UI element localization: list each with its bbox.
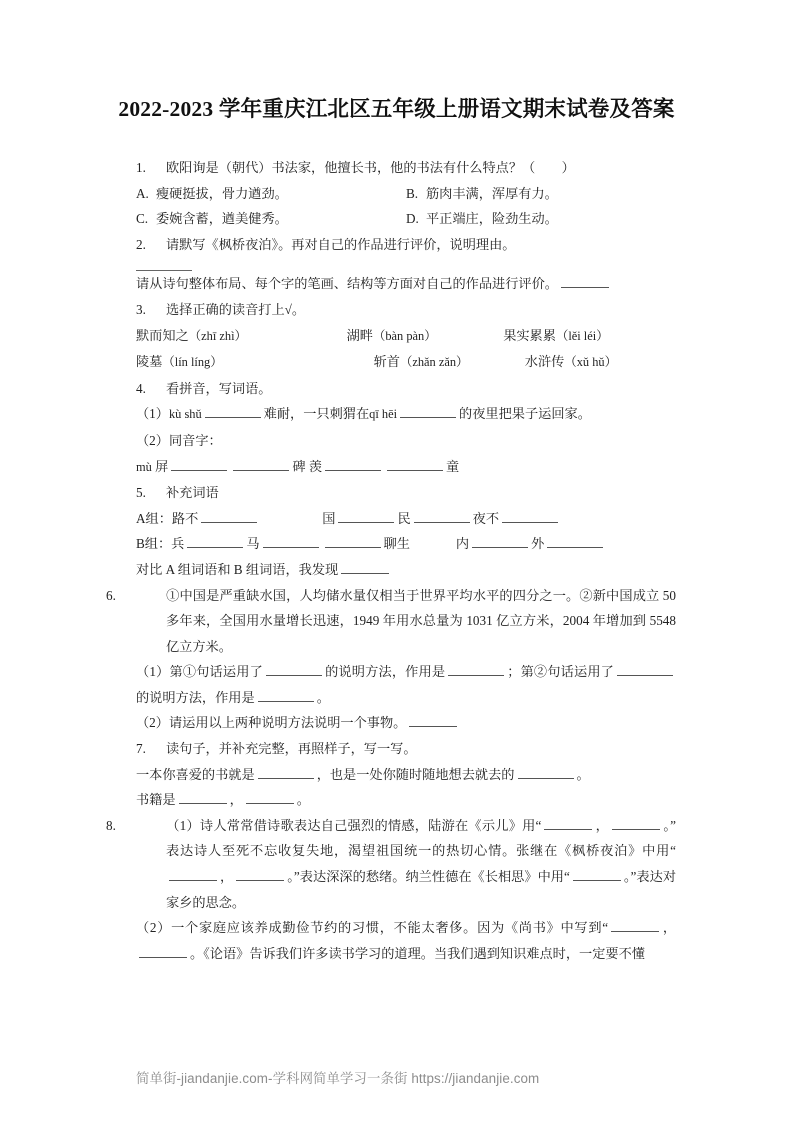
question-4-sub-2-label: （2） <box>136 432 169 448</box>
question-3-row-2 <box>136 349 676 376</box>
question-6-blank-2[interactable] <box>448 663 504 676</box>
question-6-sub-1-a: 第①句话运用了 <box>169 664 263 680</box>
question-7-line-2-a: 书籍是 <box>136 792 176 808</box>
question-8-sub-1-c: 。”表达诗人至死不忘收复失地，渴望祖国统一的热切心情。张继在《枫桥夜泊》中用“ <box>166 817 676 859</box>
question-8-sub-2 <box>136 915 676 966</box>
question-5-text: 补充词语 <box>166 485 219 501</box>
question-5-compare-blank[interactable] <box>341 561 389 574</box>
question-7-stem <box>136 736 676 762</box>
pinyin-item-5[interactable] <box>374 349 525 376</box>
question-4-end-text: 的夜里把果子运回家。 <box>459 406 591 422</box>
question-6-sub-1 <box>136 659 676 710</box>
question-8-sub-2-a: 一个家庭应该养成勤俭节约的习惯，不能太奢侈。因为《尚书》中写到“ <box>171 920 609 936</box>
pinyin-item-6-pinyin: （xǔ hǔ） <box>564 355 618 370</box>
pinyin-item-6-word: 水浒传 <box>524 354 565 370</box>
question-8-sub-1-a: 诗人常常借诗歌表达自己强烈的情感，陆游在《示儿》用“ <box>199 817 542 833</box>
question-4-sub-2-text: 同音字： <box>168 432 222 448</box>
question-5-compare <box>136 557 676 583</box>
question-8-blank-3[interactable] <box>169 868 217 881</box>
homophone-char-4: 童 <box>446 458 460 474</box>
question-4-sub-2 <box>136 428 676 454</box>
group-b-blank-4[interactable] <box>472 535 528 548</box>
question-2-followup-blank[interactable] <box>561 275 609 288</box>
pinyin-item-3-word: 果实累累 <box>503 327 556 343</box>
group-b-label: B组： <box>136 536 172 552</box>
question-8-blank-1[interactable] <box>544 817 592 830</box>
question-6-sub-2-blank[interactable] <box>409 714 457 727</box>
question-7-blank-1[interactable] <box>258 766 314 779</box>
question-1-number: 1. <box>136 160 146 175</box>
question-3-text: 选择正确的读音打上√。 <box>166 301 306 317</box>
question-6-blank-3[interactable] <box>617 663 673 676</box>
question-4-blank-1[interactable] <box>205 405 261 418</box>
option-b[interactable] <box>406 181 676 207</box>
question-7-line-1-b: ，也是一处你随时随地想去就去的 <box>316 766 515 782</box>
question-4-stem <box>136 376 676 402</box>
group-a-blank-1[interactable] <box>201 510 257 523</box>
question-8-sub-1-f: 。”表达对家乡的思念。 <box>166 869 677 910</box>
question-5-compare-text: 对比 A 组词语和 B 组词语，我发现 <box>136 561 339 577</box>
option-b-text: 筋肉丰满，浑厚有力。 <box>426 185 558 201</box>
question-2-answer-blank[interactable] <box>136 257 192 271</box>
question-6-blank-4[interactable] <box>258 689 314 702</box>
question-4-text: 看拼音，写词语。 <box>166 380 272 396</box>
pinyin-item-3-pinyin: （lěi léi） <box>555 328 609 343</box>
page-title: 2022-2023 学年重庆江北区五年级上册语文期末试卷及答案 <box>118 97 675 121</box>
option-d-label: D. <box>406 211 419 227</box>
question-7-text: 读句子，并补充完整，再照样子，写一写。 <box>166 741 417 757</box>
group-a-label: A组： <box>136 510 172 526</box>
group-b-blank-5[interactable] <box>547 535 603 548</box>
homophone-blank-2[interactable] <box>233 458 289 471</box>
homophone-blank-3[interactable] <box>325 458 381 471</box>
question-7-line-1-c: 。 <box>576 766 590 782</box>
question-8-blank-4[interactable] <box>236 868 284 881</box>
pinyin-item-4-pinyin: （lín líng） <box>162 355 223 370</box>
option-c-text: 委婉含蓄，遒美健秀。 <box>156 211 288 227</box>
question-7-line-2 <box>136 787 676 813</box>
question-7-line-1-a: 一本你喜爱的书就是 <box>136 766 255 782</box>
question-3-stem <box>136 297 676 323</box>
question-6-sub-1-label: （1） <box>136 664 170 680</box>
pinyin-item-3[interactable] <box>503 323 676 350</box>
question-7-line-2-c: 。 <box>296 792 310 808</box>
group-b-item-1: 兵 <box>171 536 185 552</box>
question-5-stem <box>136 480 676 506</box>
question-3-number: 3. <box>136 301 146 317</box>
option-a[interactable] <box>136 181 406 207</box>
question-4-blank-2[interactable] <box>400 405 456 418</box>
question-6-sub-2-label: （2） <box>136 715 169 731</box>
question-4-homophone-line <box>136 454 676 481</box>
question-6-sub-2 <box>136 710 676 736</box>
group-a-blank-4[interactable] <box>502 510 558 523</box>
question-6-sub-1-c: ；第②句话运用了 <box>507 664 615 680</box>
pinyin-item-2-pinyin: （bàn pàn） <box>372 328 437 343</box>
group-a-blank-3[interactable] <box>414 510 470 523</box>
option-a-label: A. <box>136 185 149 201</box>
question-2-followup <box>136 271 676 297</box>
question-1-options-row-1 <box>136 181 676 207</box>
group-b-blank-2[interactable] <box>263 535 319 548</box>
pinyin-item-2-word: 湖畔 <box>346 327 373 343</box>
group-b-blank-1[interactable] <box>187 535 243 548</box>
question-2-followup-text: 请从诗句整体布局、每个字的笔画、结构等方面对自己的作品进行评价。 <box>136 276 558 292</box>
question-5-number: 5. <box>136 485 146 501</box>
group-b-blank-3[interactable] <box>325 535 381 548</box>
question-8-blank-2[interactable] <box>612 817 660 830</box>
question-4-sub-1-label: （1） <box>136 406 169 422</box>
question-7-blank-4[interactable] <box>246 791 294 804</box>
question-6-sub-1-b: 的说明方法，作用是 <box>324 664 446 680</box>
pinyin-item-4[interactable] <box>136 349 374 376</box>
pinyin-item-5-word: 斩首 <box>373 354 400 370</box>
pinyin-item-1-pinyin: （zhī zhì） <box>188 328 247 343</box>
question-8-blank-7[interactable] <box>139 945 187 958</box>
question-4-pinyin-2: qī hēi <box>369 407 398 422</box>
question-8-sub-1-b: ， <box>595 817 610 833</box>
question-6-sub-1-e: 。 <box>316 689 330 705</box>
group-b-item-2: 马 <box>246 536 260 552</box>
question-1-text: 欧阳询是（朝代）书法家，他擅长书，他的书法有什么特点？（ ） <box>166 160 575 175</box>
option-d[interactable] <box>406 206 676 232</box>
group-a-item-1: 路不 <box>171 510 199 526</box>
question-1-options-row-2 <box>136 206 676 232</box>
footer-watermark: 简单街-jiandanjie.com-学科网简单学习一条街 https://jiandanjie.com <box>136 1071 540 1086</box>
homophone-char-3: 羡 <box>308 458 322 474</box>
question-6-passage <box>106 583 676 660</box>
option-c[interactable] <box>136 206 406 232</box>
homophone-char-2: 碑 <box>292 458 306 474</box>
pinyin-item-1-word: 默而知之 <box>136 327 189 343</box>
homophone-blank-1[interactable] <box>171 458 227 471</box>
question-7-line-2-b: ， <box>229 792 243 808</box>
question-3-row-1 <box>136 323 676 350</box>
group-a-blank-2[interactable] <box>338 510 394 523</box>
question-8-sub-1-d: ， <box>220 869 234 885</box>
question-6-sub-2-text: 请运用以上两种说明方法说明一个事物。 <box>168 715 407 731</box>
question-6-passage-text: ①中国是严重缺水国，人均储水量仅相当于世界平均水平的四分之一。②新中国成立 50 多年来，全国用水量增长迅速，1949 年用水总量为 1031 亿立方米，2004 年增加到 5548 亿立方米。 <box>166 587 676 654</box>
question-8-number: 8. <box>106 817 116 833</box>
question-2-number: 2. <box>136 236 146 252</box>
group-a-item-4: 夜不 <box>472 510 500 526</box>
question-7-blank-2[interactable] <box>518 766 574 779</box>
question-4-number: 4. <box>136 380 146 396</box>
option-c-label: C. <box>136 211 149 227</box>
question-8-blank-5[interactable] <box>573 868 621 881</box>
group-b-item-3: 聊生 <box>383 536 410 552</box>
homophone-char-1: 屏 <box>155 458 169 474</box>
question-8-blank-6[interactable] <box>611 919 659 932</box>
pinyin-item-4-word: 陵墓 <box>136 354 163 370</box>
homophone-blank-4[interactable] <box>387 458 443 471</box>
question-4-sub-1 <box>136 401 676 428</box>
question-5-group-a <box>136 506 676 532</box>
question-6-blank-1[interactable] <box>266 663 322 676</box>
pinyin-item-6[interactable] <box>525 349 676 376</box>
option-b-label: B. <box>406 185 419 201</box>
group-a-item-3: 民 <box>397 510 411 526</box>
option-d-text: 平正端庄，险劲生动。 <box>426 211 558 227</box>
question-7-number: 7. <box>136 741 146 757</box>
question-8-sub-1-e: 。”表达深深的愁绪。纳兰性德在《长相思》中用“ <box>287 869 570 885</box>
question-6-number: 6. <box>106 587 116 603</box>
exam-content <box>106 155 677 966</box>
question-7-line-1 <box>136 762 676 788</box>
question-5-group-b <box>136 531 676 557</box>
group-b-item-5: 外 <box>531 536 545 552</box>
question-8-sub-2-c: 。《论语》告诉我们许多读书学习的道理。当我们遇到知识难点时，一定要不懂 <box>190 945 645 961</box>
question-6-sub-1-d: 的说明方法，作用是 <box>136 689 255 705</box>
option-a-text: 瘦硬挺拔，骨力遒劲。 <box>156 185 288 201</box>
pinyin-item-2[interactable] <box>347 323 504 350</box>
group-b-item-4: 内 <box>455 536 470 552</box>
question-4-pinyin-1: kù shǔ <box>168 407 202 422</box>
pinyin-item-1[interactable] <box>136 323 347 350</box>
group-a-item-2: 国 <box>322 510 336 526</box>
question-8-sub-2-b: ， <box>662 920 677 936</box>
question-2-stem <box>136 232 676 258</box>
question-8-sub-1-label: （1） <box>166 817 200 833</box>
question-8-sub-1 <box>106 813 677 915</box>
pinyin-item-5-pinyin: （zhǎn zǎn） <box>399 355 469 370</box>
question-4-mid-text: 难耐，一只刺猬在 <box>263 406 370 422</box>
question-1-stem <box>136 155 676 181</box>
question-7-blank-3[interactable] <box>179 791 227 804</box>
question-2-text: 请默写《枫桥夜泊》。再对自己的作品进行评价，说明理由。 <box>166 236 516 252</box>
question-8-sub-2-label: （2） <box>136 920 172 936</box>
homophone-pinyin: mù <box>136 459 152 474</box>
